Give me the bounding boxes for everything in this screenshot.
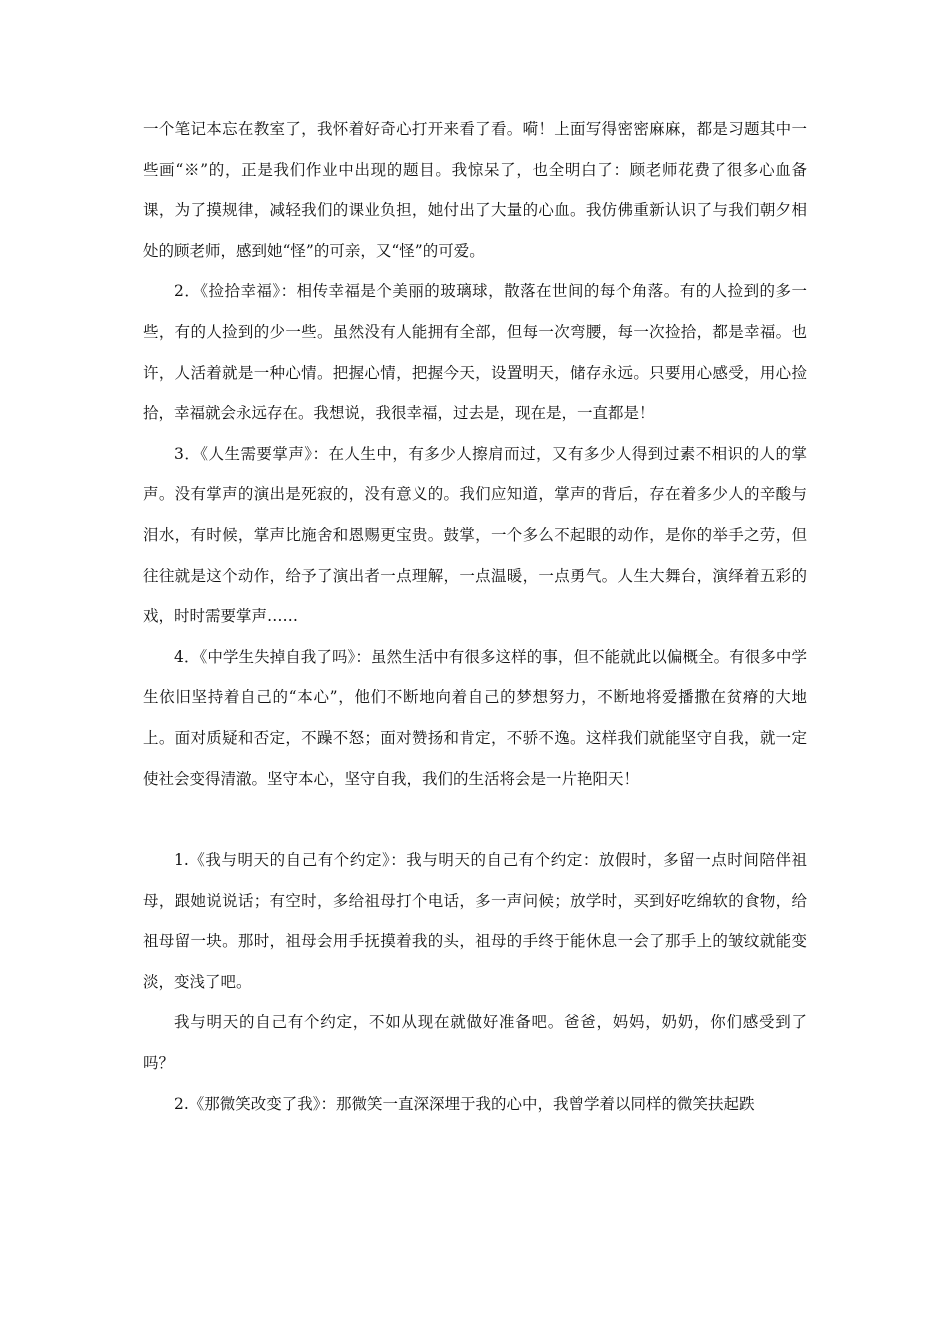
section-gap [143,799,807,840]
paragraph-item-2b: 2.《那微笑改变了我》：那微笑一直深深埋于我的心中，我曾学着以同样的微笑扶起跌 [174,1094,755,1113]
paragraph-item-4: 4．《中学生失掉自我了吗》：虽然生活中有很多这样的事，但不能就此以偏概全。有很多中学生依旧坚持着自己的“本心”，他们不断地向着自己的梦想努力，不断地将爱播撒在贫瘠的大地上。面对质疑和否定，不躁不怒；面对赞扬和肯定，不骄不逸。这样我们就能坚守自我，就一定使社会变得清澈。坚守本心，坚守自我，我们的生活将会是一片艳阳天！ [143,647,807,788]
paragraph-continuation: 我与明天的自己有个约定，不如从现在就做好准备吧。爸爸，妈妈，奶奶，你们感受到了吗？ [143,1013,807,1073]
paragraph-item-1b: 1.《我与明天的自己有个约定》：我与明天的自己有个约定：放假时，多留一点时间陪伴祖母，跟她说说话；有空时，多给祖母打个电话，多一声问候；放学时，买到好吃绵软的食物，给祖母留一块。那时，祖母会用手抚摸着我的头，祖母的手终于能休息一会了那手上的皱纹就能变淡，变浅了吧。 [143,851,807,991]
paragraph-continued: 一个笔记本忘在教室了，我怀着好奇心打开来看了看。嗬！上面写得密密麻麻，都是习题其中一些画“※”的，正是我们作业中出现的题目。我惊呆了，也全明白了：顾老师花费了很多心血备课，为了摸规律，减轻我们的课业负担，她付出了大量的心血。我仿佛重新认识了与我们朝夕相处的顾老师，感到她“怪”的可亲，又“怪”的可爱。 [143,120,807,260]
document-page [143,109,807,1124]
paragraph-item-2: 2．《捡拾幸福》：相传幸福是个美丽的玻璃球，散落在世间的每个角落。有的人捡到的多一些，有的人捡到的少一些。虽然没有人能拥有全部，但每一次弯腰，每一次捡拾，都是幸福。也许，人活着就是一种心情。把握心情，把握今天，设置明天，储存永远。只要用心感受，用心捡拾，幸福就会永远存在。我想说，我很幸福，过去是，现在是，一直都是！ [143,282,807,423]
paragraph-item-3: 3．《人生需要掌声》：在人生中，有多少人擦肩而过，又有多少人得到过素不相识的人的掌声。没有掌声的演出是死寂的，没有意义的。我们应知道，掌声的背后，存在着多少人的辛酸与泪水，有时候，掌声比施舍和恩赐更宝贵。鼓掌，一个多么不起眼的动作，是你的举手之劳，但往往就是这个动作，给予了演出者一点理解，一点温暖，一点勇气。人生大舞台，演绎着五彩的戏，时时需要掌声…… [143,444,807,626]
